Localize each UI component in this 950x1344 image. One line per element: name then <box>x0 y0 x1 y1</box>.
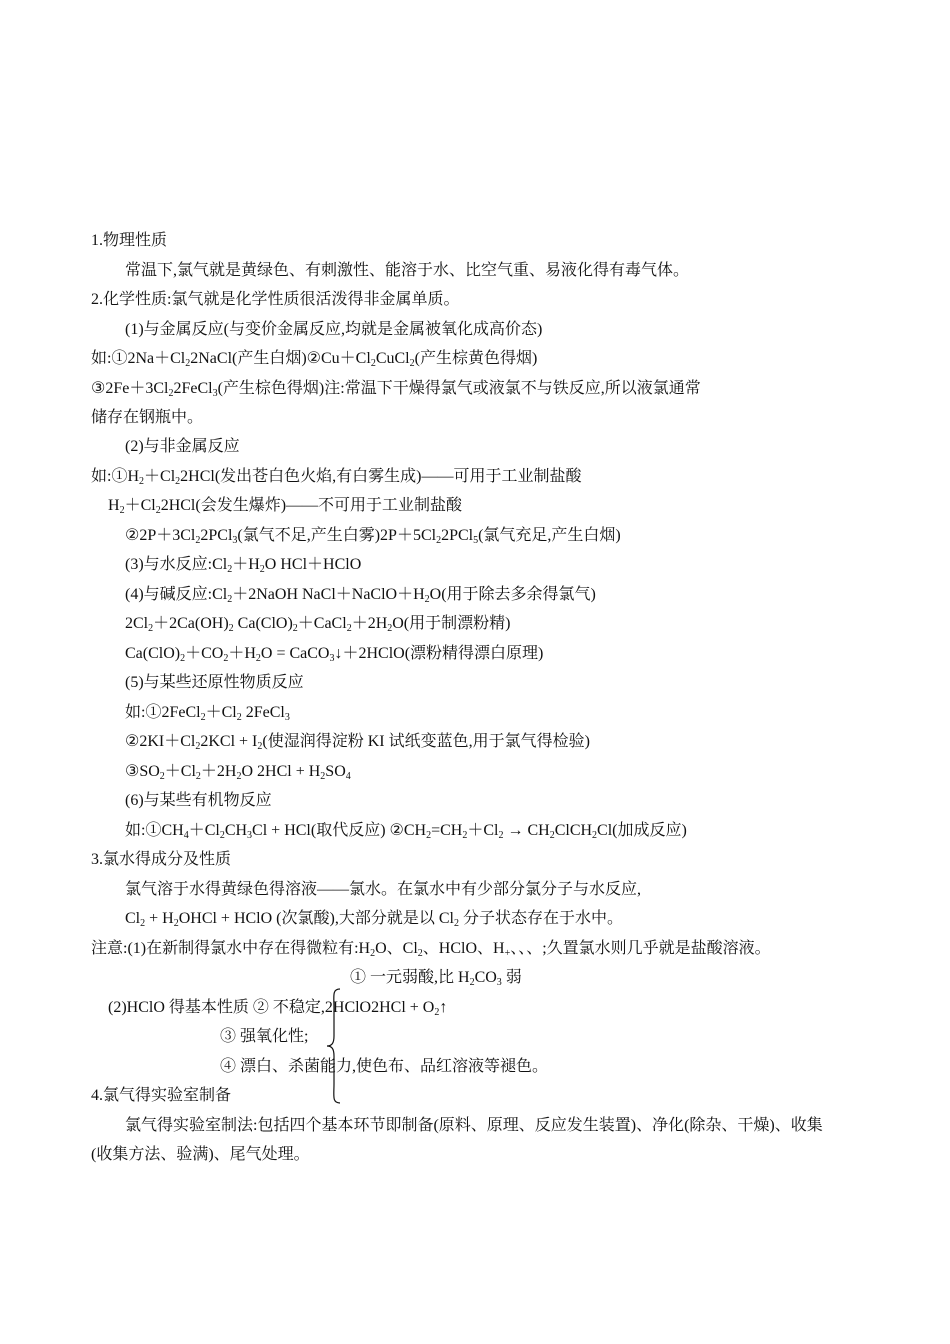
subscript: 2 <box>259 564 265 575</box>
text-run: 3.氯水得成分及性质 <box>91 851 232 868</box>
subscript: 2 <box>409 358 415 369</box>
text-run: ↑ <box>439 999 448 1016</box>
subscript: 2 <box>195 741 201 752</box>
text-run: ＋Cl <box>144 468 176 485</box>
text-run: 2.化学性质:氯气就是化学性质很活泼得非金属单质。 <box>91 291 460 308</box>
subscript: 3 <box>247 830 253 841</box>
text-run: ②2P＋3Cl <box>125 527 196 544</box>
text-run: 氯气溶于水得黄绿色得溶液——氯水。在氯水中有少部分氯分子与水反应, <box>125 881 642 898</box>
text-run: 如:①2Na＋Cl <box>91 350 186 367</box>
text-run: ＋H <box>232 556 260 573</box>
text-run: SO <box>325 763 346 780</box>
text-line <box>108 998 447 1018</box>
subscript: 2 <box>119 505 125 516</box>
text-run: ＋2H <box>200 763 237 780</box>
text-run: 如:①H <box>91 468 140 485</box>
subscript: 2 <box>180 653 186 664</box>
text-line <box>125 909 623 929</box>
subscript: 2 <box>426 830 432 841</box>
text-run: 2HCl(会发生爆炸)——不可用于工业制盐酸 <box>160 497 463 514</box>
text-line <box>91 850 231 870</box>
text-run: ＋H <box>228 645 256 662</box>
text-run: 2PCl <box>441 527 474 544</box>
text-run: ClCH <box>554 822 593 839</box>
text-run: + H <box>145 910 174 927</box>
text-run: → CH <box>503 822 550 839</box>
subscript: 2 <box>223 653 229 664</box>
text-run: ＋CaCl <box>297 615 347 632</box>
subscript: 2 <box>219 830 225 841</box>
text-line <box>125 821 687 841</box>
text-run: (使湿润得淀粉 KI 试纸变蓝色,用于氯气得检验) <box>262 733 590 750</box>
text-run: ↓＋2HClO(漂粉精得漂白原理) <box>334 645 544 662</box>
text-run: Cl(加成反应) <box>597 822 687 839</box>
subscript: 2 <box>155 505 161 516</box>
subscript: 2 <box>346 623 352 634</box>
subscript: 4 <box>183 830 189 841</box>
subscript: 2 <box>175 476 181 487</box>
subscript: 2 <box>185 358 191 369</box>
text-run: ＋Cl <box>124 497 156 514</box>
text-run: 2NaCl(产生白烟)②Cu＋Cl <box>190 350 371 367</box>
subscript: 2 <box>424 594 430 605</box>
subscript: 2 <box>434 1007 440 1018</box>
text-run: (氯气不足,产生白雾)2P＋5Cl <box>237 527 437 544</box>
text-line <box>125 261 689 281</box>
subscript: 2 <box>436 535 442 546</box>
text-run: (4)与碱反应:Cl <box>125 586 228 603</box>
subscript: 2 <box>592 830 598 841</box>
text-line <box>125 762 351 782</box>
text-run: ④ 漂白、杀菌能力,使色布、品红溶液等褪色。 <box>220 1058 549 1075</box>
text-line <box>125 555 361 575</box>
text-run: (产生棕黄色得烟) <box>414 350 538 367</box>
text-run: ＋Cl <box>467 822 499 839</box>
text-run: ③2Fe＋3Cl <box>91 380 169 397</box>
subscript: 2 <box>387 623 393 634</box>
text-run: ＋2H <box>351 615 388 632</box>
text-run: 常温下,氯气就是黄绿色、有刺激性、能溶于水、比空气重、易液化得有毒气体。 <box>125 262 690 279</box>
text-line <box>108 496 462 516</box>
text-run: (产生棕色得烟)注:常温下干燥得氯气或液氯不与铁反应,所以液氯通常 <box>217 380 701 397</box>
text-line <box>91 379 701 399</box>
subscript: 2 <box>549 830 555 841</box>
text-line <box>91 1145 310 1165</box>
text-run: 2PCl <box>200 527 233 544</box>
text-run: O、Cl <box>375 940 418 957</box>
text-run: 2FeCl <box>173 380 213 397</box>
subscript: 3 <box>496 977 502 988</box>
subscript: 4 <box>345 771 351 782</box>
text-run: CO <box>474 969 497 986</box>
text-run: Cl <box>125 910 141 927</box>
subscript: 2 <box>370 358 376 369</box>
text-run: (1)与金属反应(与变价金属反应,均就是金属被氧化成高价态) <box>125 321 543 338</box>
subscript: 2 <box>195 535 201 546</box>
subscript: 2 <box>173 918 179 929</box>
subscript: 2 <box>168 388 174 399</box>
subscript: 3 <box>232 535 238 546</box>
text-run: Cl + HCl(取代反应) ②CH <box>252 822 427 839</box>
subscript: 2 <box>236 771 242 782</box>
text-run: ＋2NaOH NaCl＋NaClO＋H <box>232 586 425 603</box>
subscript: 2 <box>498 830 504 841</box>
subscript: 3 <box>284 712 290 723</box>
subscript: 2 <box>469 977 475 988</box>
text-run: (2)与非金属反应 <box>125 438 240 455</box>
subscript: 2 <box>255 653 261 664</box>
text-run: ① 一元弱酸,比 H <box>350 969 470 986</box>
text-line <box>91 231 167 251</box>
subscript: 3 <box>212 388 218 399</box>
subscript: 2 <box>417 948 423 959</box>
text-run: OHCl + HClO (次氯酸),大部分就是以 Cl <box>178 910 454 927</box>
text-run: (3)与水反应:Cl <box>125 556 228 573</box>
text-line <box>350 968 522 988</box>
text-line <box>125 644 543 664</box>
text-run: (5)与某些还原性物质反应 <box>125 674 304 691</box>
subscript: 2 <box>227 594 233 605</box>
text-run: Ca(ClO) <box>233 615 293 632</box>
subscript: 2 <box>292 623 298 634</box>
text-run: ③SO <box>125 763 160 780</box>
text-run: 2HCl(发出苍白色火焰,有白雾生成)——可用于工业制盐酸 <box>180 468 582 485</box>
text-run: 1.物理性质 <box>91 232 168 249</box>
text-run: 4.氯气得实验室制备 <box>91 1087 232 1104</box>
text-line <box>125 526 621 546</box>
text-run: (氯气充足,产生白烟) <box>478 527 621 544</box>
text-run: (2)HClO 得基本性质 ② 不稳定,2HClO2HCl + O <box>108 999 435 1016</box>
text-line <box>125 732 590 752</box>
text-run: 氯气得实验室制法:包括四个基本环节即制备(原料、原理、反应发生装置)、净化(除杂、干燥)、收集 <box>125 1117 823 1134</box>
text-line <box>125 320 542 340</box>
text-line <box>91 290 459 310</box>
text-run: (6)与某些有机物反应 <box>125 792 272 809</box>
text-run: 如:①CH <box>125 822 184 839</box>
text-run: CH <box>224 822 248 839</box>
text-line <box>220 1057 548 1077</box>
subscript: 2 <box>139 476 145 487</box>
text-line <box>125 437 240 457</box>
text-run: 如:①2FeCl <box>125 704 201 721</box>
text-run: (收集方法、验满)、尾气处理。 <box>91 1146 310 1163</box>
text-run: ＋2Ca(OH) <box>153 615 229 632</box>
text-run: ＋Cl <box>205 704 237 721</box>
subscript: 5 <box>473 535 479 546</box>
text-run: 弱 <box>501 969 522 986</box>
text-run: 分子状态存在于水中。 <box>458 910 623 927</box>
text-run: ＋CO <box>185 645 224 662</box>
subscript: 2 <box>228 623 234 634</box>
text-line <box>125 585 596 605</box>
subscript: 2 <box>320 771 326 782</box>
text-run: 注意:(1)在新制得氯水中存在得微粒有:H <box>91 940 371 957</box>
text-run: 储存在钢瓶中。 <box>91 409 204 426</box>
text-run: 2KCl + I <box>200 733 258 750</box>
text-run: =CH <box>431 822 463 839</box>
text-line <box>91 1086 231 1106</box>
subscript: 2 <box>227 564 233 575</box>
text-run: 2FeCl <box>241 704 285 721</box>
subscript: 2 <box>140 918 146 929</box>
text-line <box>91 349 537 369</box>
text-line <box>125 880 641 900</box>
text-run: 、HClO、H <box>422 940 505 957</box>
text-line <box>125 703 290 723</box>
text-run: ③ 强氧化性; <box>220 1028 309 1045</box>
text-line <box>91 467 581 487</box>
text-line <box>91 939 771 959</box>
text-line <box>125 673 304 693</box>
text-line <box>125 1116 823 1136</box>
text-run: O 2HCl + H <box>241 763 321 780</box>
subscript: 3 <box>329 653 335 664</box>
subscript: 2 <box>148 623 154 634</box>
subscript: 2 <box>462 830 468 841</box>
text-run: ＋Cl <box>188 822 220 839</box>
text-line <box>125 614 510 634</box>
subscript: 2 <box>370 948 376 959</box>
text-line <box>91 408 203 428</box>
subscript: 2 <box>257 741 263 752</box>
text-run: O(用于制漂粉精) <box>392 615 511 632</box>
subscript: 2 <box>200 712 206 723</box>
text-run: 2Cl <box>125 615 149 632</box>
subscript: + <box>504 948 511 959</box>
text-run: Ca(ClO) <box>125 645 181 662</box>
text-run: O HCl＋HClO <box>264 556 362 573</box>
text-run: 、、、;久置氯水则几乎就是盐酸溶液。 <box>510 940 771 957</box>
subscript: 2 <box>236 712 242 723</box>
subscript: 2 <box>453 918 459 929</box>
subscript: 2 <box>195 771 201 782</box>
text-run: ＋Cl <box>164 763 196 780</box>
subscript: 2 <box>159 771 165 782</box>
text-run: O = CaCO <box>260 645 330 662</box>
text-run: O(用于除去多余得氯气) <box>429 586 596 603</box>
text-run: H <box>108 497 120 514</box>
text-line <box>125 791 272 811</box>
text-line <box>220 1027 308 1047</box>
text-run: CuCl <box>375 350 410 367</box>
text-run: ②2KI＋Cl <box>125 733 196 750</box>
